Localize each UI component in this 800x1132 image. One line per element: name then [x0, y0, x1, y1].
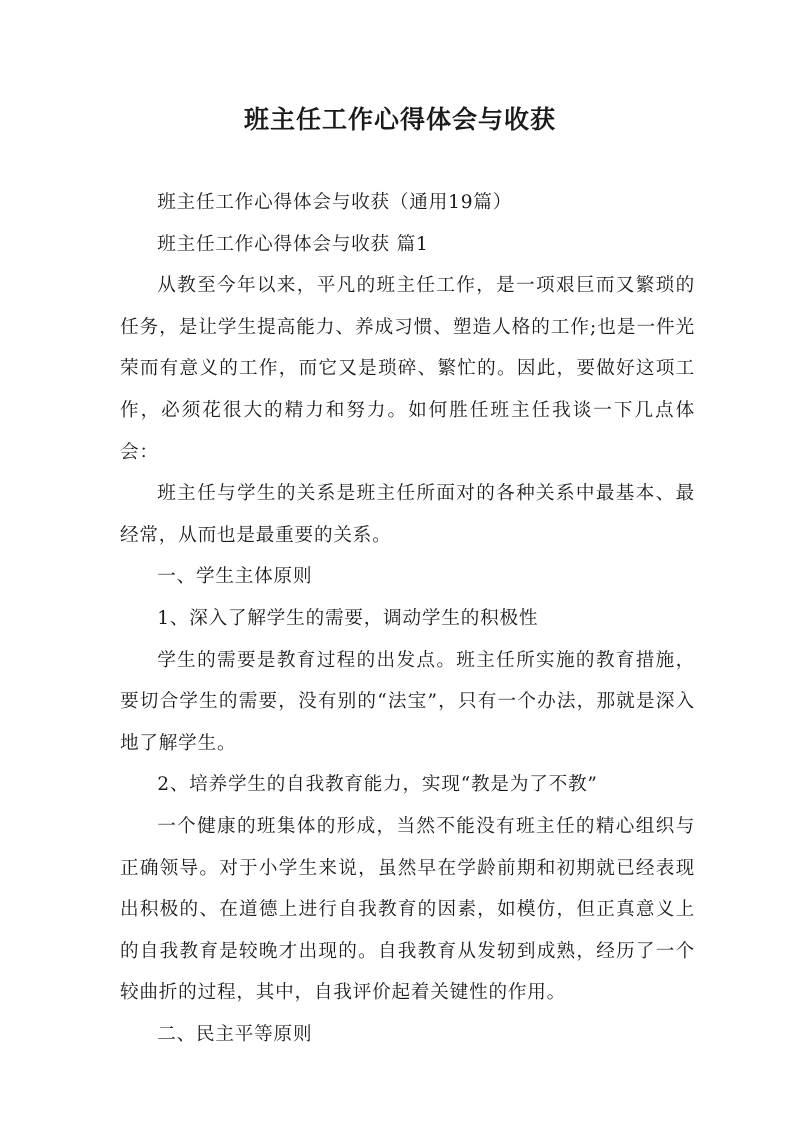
- paragraph-subtitle: 班主任工作心得体会与收获（通用19篇）: [157, 192, 513, 213]
- paragraph: 从教至今年以来，平凡的班主任工作，是一项艰巨而又繁琐的任务，是让学生提高能力、养成习惯、塑造人格的工作;也是一件光荣而有意义的工作，而它又是琐碎、繁忙的。因此，要做好这项工作，必须花很大的精力和努力。如何胜任班主任我谈一下几点体会：: [120, 275, 695, 463]
- paragraph-subheading: 2、培养学生的自我教育能力，实现“教是为了不教”: [157, 774, 598, 796]
- paragraph-heading: 一、学生主体原则: [157, 566, 313, 588]
- paragraph: 一个健康的班集体的形成，当然不能没有班主任的精心组织与正确领导。对于小学生来说，虽然早在学龄前期和初期就已经表现出积极的、在道德上进行自我教育的因素，如模仿，但正真意义上的自我教育是较晚才出现的。自我教育从发轫到成熟，经历了一个较曲折的过程，其中，自我评价起着关键性的作用。: [120, 815, 695, 1004]
- document-title: 班主任工作心得体会与收获: [243, 105, 556, 134]
- paragraph-subheading: 1、深入了解学生的需要，调动学生的积极性: [157, 607, 539, 629]
- paragraph: 班主任与学生的关系是班主任所面对的各种关系中最基本、最经常，从而也是最重要的关系。: [120, 483, 695, 546]
- paragraph: 学生的需要是教育过程的出发点。班主任所实施的教育措施，要切合学生的需要，没有别的“法宝”，只有一个办法，那就是深入地了解学生。: [120, 649, 695, 754]
- document-body: [120, 182, 695, 1055]
- paragraph-section-heading: 班主任工作心得体会与收获 篇1: [157, 233, 429, 255]
- paragraph-heading: 二、民主平等原则: [157, 1023, 313, 1045]
